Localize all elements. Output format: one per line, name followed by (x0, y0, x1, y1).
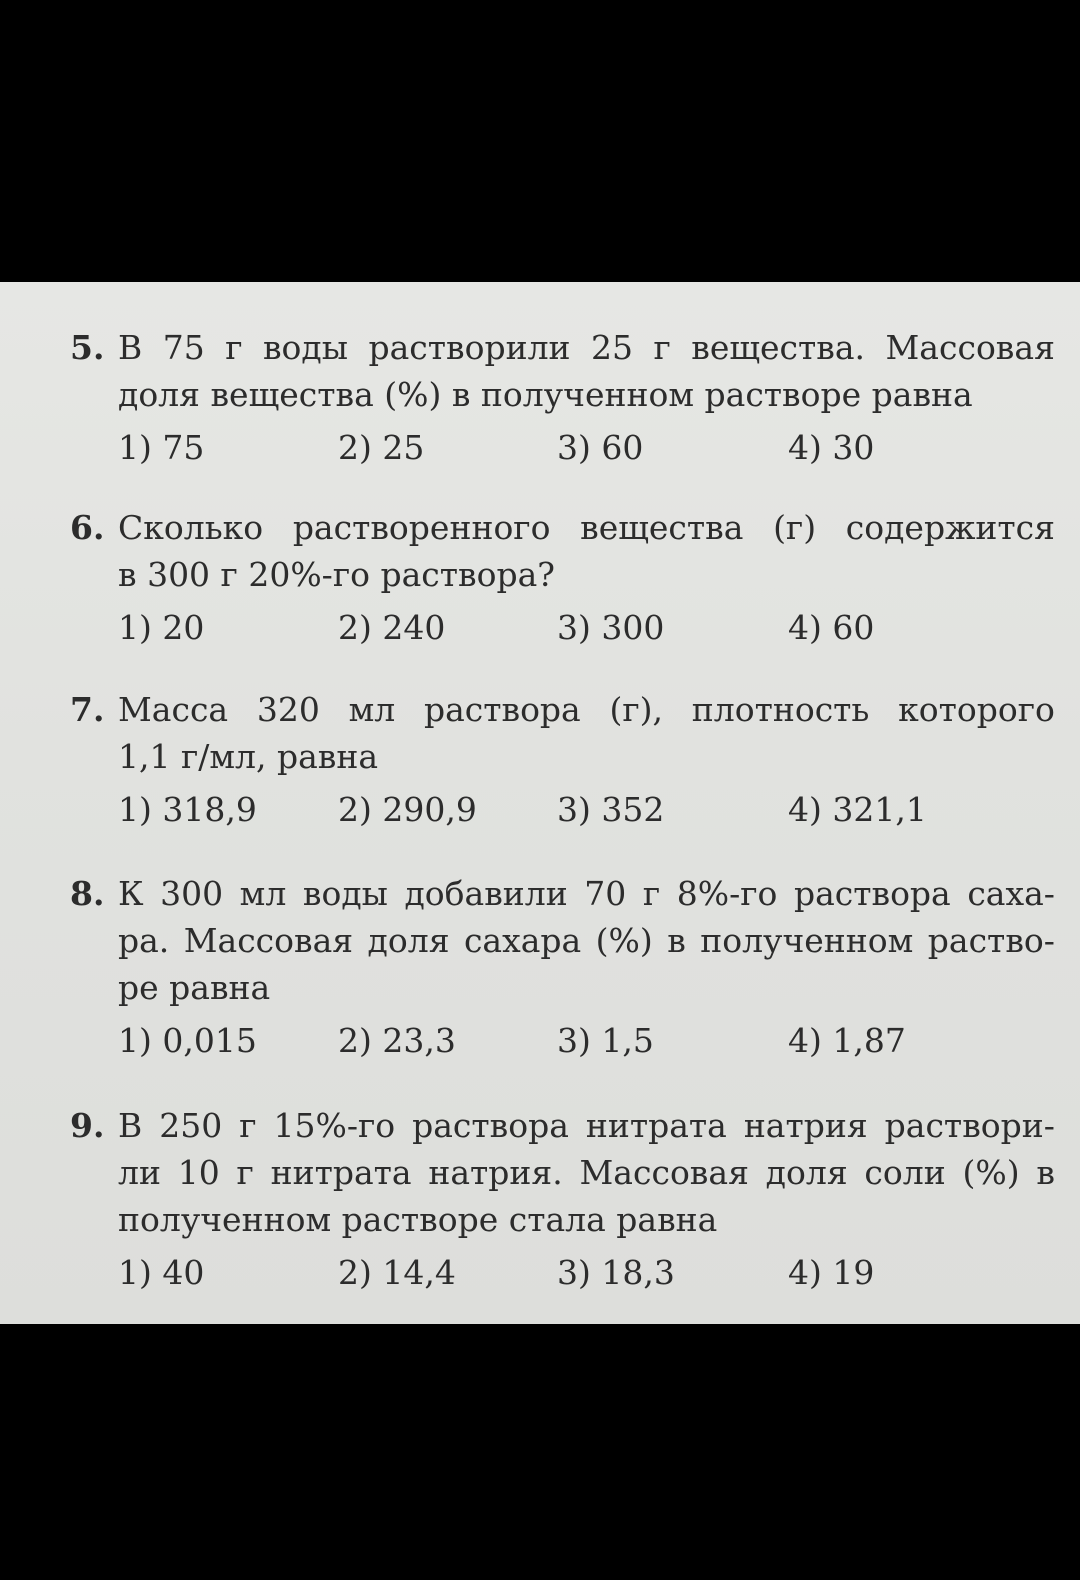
word: растворили (368, 328, 571, 367)
word: (%) (962, 1153, 1020, 1192)
word: г (236, 1153, 254, 1192)
word: раство- (927, 921, 1055, 960)
statement-line: 1,1 г/мл, равна (118, 737, 379, 776)
answer-option-4: 4) 1,87 (788, 1021, 906, 1060)
answer-options (70, 784, 1055, 836)
word: 10 (177, 1153, 220, 1192)
word: 300 (160, 874, 224, 913)
word: (%) (595, 921, 653, 960)
answer-option-2: 2) 290,9 (338, 790, 477, 829)
word: добавили (404, 874, 568, 913)
word: натрия. (428, 1153, 563, 1192)
word: сахара (463, 921, 582, 960)
answer-option-1: 1) 318,9 (118, 790, 257, 829)
word: которого (898, 690, 1055, 729)
word: ра. (118, 921, 170, 960)
word: 320 (256, 690, 320, 729)
word: г (239, 1106, 257, 1145)
word: Сколько (118, 508, 264, 547)
answer-option-3: 3) 1,5 (557, 1021, 654, 1060)
word: нитрата (270, 1153, 412, 1192)
word: раствори- (884, 1106, 1055, 1145)
word: Массовая (579, 1153, 749, 1192)
word: Массовая (183, 921, 354, 960)
problem-number: 5. (70, 328, 105, 367)
statement-line (118, 1149, 1055, 1196)
answer-option-1: 1) 0,015 (118, 1021, 257, 1060)
word: В (118, 1106, 143, 1145)
problem-number: 6. (70, 508, 105, 547)
word: нитрата (585, 1106, 727, 1145)
word: г (642, 874, 661, 913)
answer-option-4: 4) 30 (788, 428, 875, 467)
word: К (118, 874, 144, 913)
answer-option-3: 3) 352 (557, 790, 665, 829)
problem-statement (70, 1102, 1055, 1243)
answer-options (70, 422, 1055, 474)
word: в (667, 921, 686, 960)
word: 25 (591, 328, 633, 367)
answer-option-3: 3) 300 (557, 608, 665, 647)
answer-option-4: 4) 321,1 (788, 790, 927, 829)
word: раствора (423, 690, 581, 729)
word: воды (302, 874, 388, 913)
word: 75 (162, 328, 205, 367)
word: раствора (793, 874, 951, 913)
word: плотность (691, 690, 870, 729)
word: доля (367, 921, 450, 960)
problem-number: 7. (70, 690, 105, 729)
word: 15%-го (273, 1106, 396, 1145)
problem-number: 9. (70, 1106, 105, 1145)
statement-line (118, 504, 1055, 551)
answer-option-3: 3) 60 (557, 428, 644, 467)
answer-option-2: 2) 240 (338, 608, 446, 647)
statement-line (118, 870, 1055, 917)
statement-line: ре равна (118, 968, 271, 1007)
word: В (118, 328, 143, 367)
answer-options (70, 1015, 1055, 1067)
word: доля (765, 1153, 848, 1192)
problem-statement (70, 324, 1055, 418)
problem-7 (70, 686, 1055, 836)
word: вещества (580, 508, 744, 547)
word: Масса (118, 690, 229, 729)
word: вещества. (691, 328, 866, 367)
problem-6 (70, 504, 1055, 654)
word: в (1036, 1153, 1055, 1192)
answer-option-3: 3) 18,3 (557, 1253, 675, 1292)
statement-line (118, 917, 1055, 964)
problem-9 (70, 1102, 1055, 1299)
answer-option-4: 4) 19 (788, 1253, 875, 1292)
textbook-page (0, 282, 1080, 1324)
problem-statement (70, 686, 1055, 780)
word: г (653, 328, 671, 367)
word: 250 (159, 1106, 223, 1145)
word: содержится (845, 508, 1055, 547)
word: г (225, 328, 243, 367)
word: (г) (773, 508, 817, 547)
problem-number: 8. (70, 874, 105, 913)
answer-options (70, 1247, 1055, 1299)
word: полученном (700, 921, 914, 960)
problem-statement (70, 504, 1055, 598)
word: растворенного (292, 508, 551, 547)
word: Массовая (885, 328, 1055, 367)
answer-option-4: 4) 60 (788, 608, 875, 647)
answer-options (70, 602, 1055, 654)
word: мл (239, 874, 287, 913)
statement-line: в 300 г 20%-го раствора? (118, 555, 555, 594)
problem-8 (70, 870, 1055, 1067)
answer-option-1: 1) 20 (118, 608, 205, 647)
word: соли (864, 1153, 946, 1192)
word: мл (348, 690, 396, 729)
statement-line: доля вещества (%) в полученном растворе равна (118, 375, 973, 414)
statement-line (118, 324, 1055, 371)
answer-option-2: 2) 14,4 (338, 1253, 456, 1292)
answer-option-1: 1) 75 (118, 428, 205, 467)
statement-line (118, 686, 1055, 733)
statement-line (118, 1102, 1055, 1149)
word: раствора (412, 1106, 569, 1145)
word: ли (118, 1153, 161, 1192)
word: 8%-го (676, 874, 778, 913)
problem-statement (70, 870, 1055, 1011)
answer-option-2: 2) 23,3 (338, 1021, 456, 1060)
problem-5 (70, 324, 1055, 474)
answer-option-2: 2) 25 (338, 428, 425, 467)
statement-line: полученном растворе стала равна (118, 1200, 718, 1239)
word: натрия (743, 1106, 868, 1145)
word: воды (262, 328, 348, 367)
word: (г), (609, 690, 664, 729)
word: 70 (584, 874, 627, 913)
answer-option-1: 1) 40 (118, 1253, 205, 1292)
word: саха- (967, 874, 1055, 913)
